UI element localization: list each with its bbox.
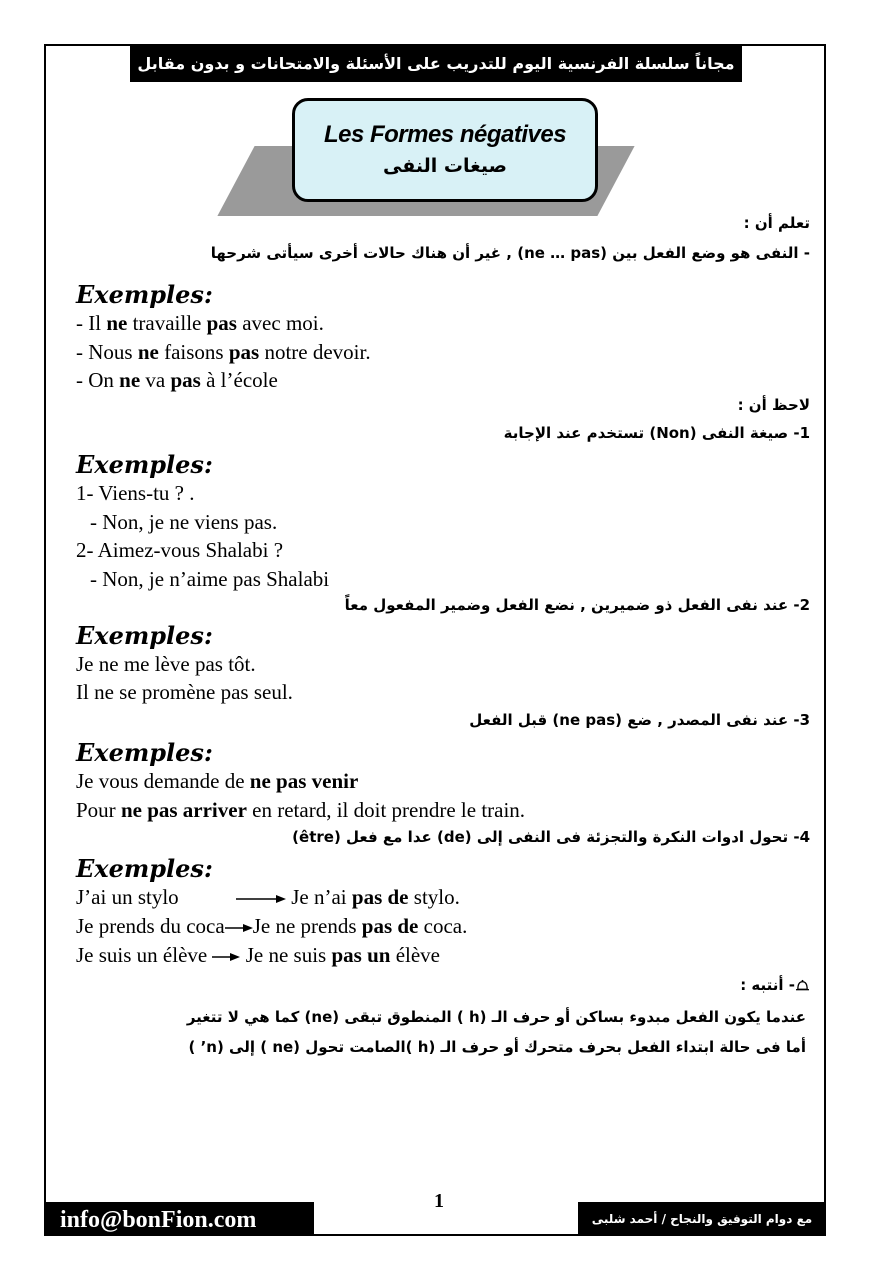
title-french: Les Formes négatives [323, 121, 567, 148]
title-arabic: صيغات النفى [383, 155, 507, 177]
bell-icon [795, 979, 810, 992]
example-line: - Non, je ne viens pas. [90, 510, 278, 534]
example-line: - On ne va pas à l’école [76, 368, 278, 392]
exemples-heading: Exemples: [76, 738, 213, 767]
note-heading: لاحظ أن : [737, 396, 810, 414]
arrow-right-icon [212, 952, 240, 962]
title-box [292, 98, 598, 202]
header-banner: مجاناً سلسلة الفرنسية اليوم للتدريب على الأسئلة والامتحانات و بدون مقابل [130, 46, 742, 82]
example-line: Je ne me lève pas tôt. [76, 652, 256, 676]
exemples-heading: Exemples: [76, 854, 213, 883]
rule-4: 4- تحول ادوات النكرة والتجزئة فى النفى إلى (de) عدا مع فعل (être) [292, 828, 810, 846]
exemples-heading: Exemples: [76, 280, 213, 309]
footer-email: info@bonFion.com [44, 1202, 314, 1236]
arrow-right-icon [236, 894, 286, 904]
example-line: Je suis un élève Je ne suis pas un élève [76, 943, 440, 967]
example-line: - Nous ne faisons pas notre devoir. [76, 340, 371, 364]
example-line: Pour ne pas arriver en retard, il doit prendre le train. [76, 798, 526, 822]
example-line: 2- Aimez-vous Shalabi ? [76, 538, 284, 562]
exemples-heading: Exemples: [76, 450, 213, 479]
intro-heading: تعلم أن : [743, 214, 810, 232]
rule-2: 2- عند نفى الفعل ذو ضميرين , نضع الفعل وضمير المفعول معاً [344, 596, 810, 614]
attention-line: أما فى حالة ابتداء الفعل بحرف متحرك أو حرف الـ (h )الصامت تحول (ne ) إلى (n’ ) [188, 1038, 806, 1056]
rule-3: 3- عند نفى المصدر , ضع (ne pas) قبل الفعل [469, 711, 810, 729]
example-line: 1- Viens-tu ? . [76, 481, 195, 505]
example-line: - Il ne travaille pas avec moi. [76, 311, 324, 335]
arrow-right-icon [225, 923, 253, 933]
page-number: 1 [434, 1190, 444, 1212]
example-line: Il ne se promène pas seul. [76, 680, 293, 704]
attention-heading: - أنتبه : [740, 976, 810, 994]
example-line: Je prends du coca Je ne prends pas de coca. [76, 914, 468, 938]
example-line: - Non, je n’aime pas Shalabi [90, 567, 330, 591]
attention-line: عندما يكون الفعل مبدوء بساكن أو حرف الـ (h ) المنطوق تبقى (ne) كما هي لا تتغير [186, 1008, 806, 1026]
example-line: J’ai un stylo Je n’ai pas de stylo. [76, 885, 460, 909]
footer-signature: مع دوام التوفيق والنجاح / أحمد شلبى [578, 1202, 826, 1236]
rule-1: 1- صيغة النفى (Non) تستخدم عند الإجابة [503, 424, 810, 442]
intro-line: - النفى هو وضع الفعل بين (ne … pas) , غير أن هناك حالات أخرى سيأتى شرحها [210, 244, 810, 262]
exemples-heading: Exemples: [76, 621, 213, 650]
example-line: Je vous demande de ne pas venir [76, 769, 359, 793]
